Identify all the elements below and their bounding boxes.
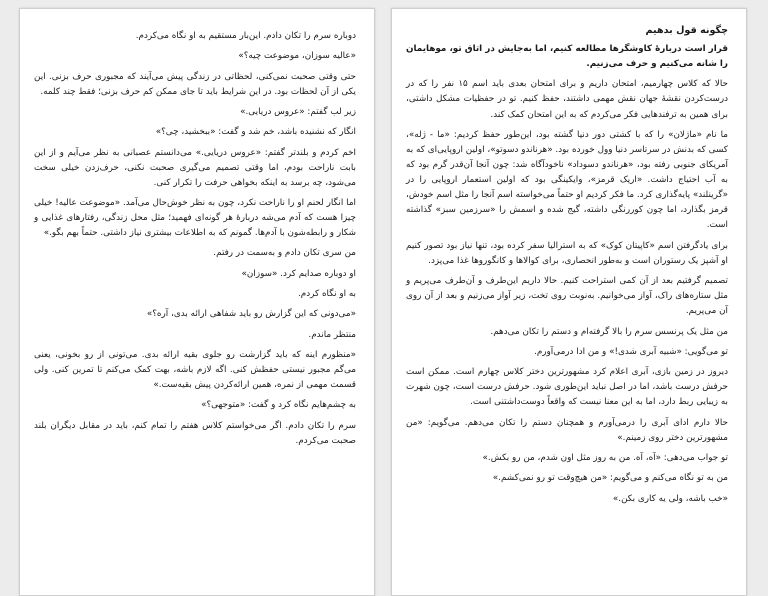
- paragraph: تو می‌گویی: «شبیه آبری شدی!» و من ادا درمی‌آورم.: [534, 346, 728, 357]
- paragraph: به او نگاه کردم.: [297, 289, 356, 299]
- paragraph: برای یادگرفتن اسم «کاپیتان کوک» که به استرالیا سفر کرده بود، تنها نیاز بود تصور کنیم او آشپز یک رستوران است و به‌طور انحصاری، برای کوالاها و کانگوروها غذا می‌پزد.: [406, 240, 728, 266]
- paragraph: «خب باشه، ولی یه کاری بکن.»: [612, 493, 728, 504]
- paragraph: اخم کردم و بلندتر گفتم: «عروس دریایی.» می‌دانستم عصبانی به نظر می‌آیم و از این بابت ناراحت بودم، اما وقتی تصمیم می‌گیری صحبت نکنی، حرف‌زدن خیلی سخت می‌شود، چه برسد به اینکه بخواهی حرفت را تکرار کنی.: [34, 147, 356, 188]
- paragraph: سرم را تکان دادم. اگر می‌خواستم کلاس هفتم را تمام کنم، باید در مقابل دیگران بلند صحبت می‌کردم.: [34, 420, 356, 446]
- left-page-text: [20, 9, 374, 449]
- paragraph: حتی وقتی صحبت نمی‌کنی، لحظاتی در زندگی پیش می‌آیند که مجبوری حرف بزنی. این یکی از آن لحظات بود. در این شرایط باید تا جای ممکن کم حرف بزنی؛ فقط چند کلمه.: [34, 71, 356, 97]
- paragraph: منتظر ماندم.: [308, 329, 356, 340]
- paragraph: به چشم‌هایم نگاه کرد و گفت: «متوجهی؟»: [201, 400, 356, 411]
- paragraph: تو جواب می‌دهی: «آه، آه. من به روز مثل اون شدم، من رو بکش.»: [482, 452, 728, 463]
- paragraph: حالا که کلاس چهارمیم، امتحان داریم و برای امتحان بعدی باید اسم ۱۵ نفر را که در درست‌کردن نقشهٔ جهان نقش مهمی داشتند، حفظ کنیم. تو در حفظیات مشکل داشتی، برای همین به ترفندهایی فکر می‌کردم که به این امتحان کمک کند.: [406, 79, 728, 120]
- paragraph: اما انگار لحنم او را ناراحت نکرد، چون به نظر خوش‌حال می‌آمد. «موضوعت عالیه! خیلی چیزا هست که آدم می‌شه دربارهٔ هر گونه‌ای فهمید؛ مثل محل زندگی، رفتارهای غذایی و شکار و رابطه‌شون با آدم‌ها. گمونم که به اطلاعات بیشتری نیاز داشتی. حتماً بهم بگو.»: [34, 197, 356, 239]
- chapter-lead: قرار است درباره‌ٔ کاوشگرها مطالعه کنیم، اما به‌جایش در اتاق تو، موهایمان را شانه می‌کنیم و حرف می‌زنیم.: [406, 44, 728, 70]
- paragraph: «می‌دونی که این گزارش رو باید شفاهی ارائه بدی، آره؟»: [146, 309, 356, 320]
- paragraph: تصمیم گرفتیم بعد از آن کمی استراحت کنیم. حالا داریم این‌طرف و آن‌طرف می‌پریم و مثل ستاره‌های راک، آواز می‌خوانیم. به‌نوبت روی تخت، زیر آواز می‌زنیم و بعد از آن روی آن می‌پریم.: [406, 276, 728, 317]
- paragraph: ما نام «ماژلان» را که با کشتی دور دنیا گشته بود، این‌طور حفظ کردیم: «ما - ژله»، کسی که بدنش در سرتاسر دنیا وول خورده بود. «هرناندو دسوتو»، اولین اروپایی‌ای که به آمریکای جنوبی رفته بود، «هرناندو دسوداد» ناخودآگاه شد: چون آنجا آن‌قدر گرم بود که به آب احتیاج داشت. «اریک قرمز»، وایکینگی بود که اولین استعمار اروپایی را در «گرینلند» پایه‌گذاری کرد. ما فکر کردیم او حتماً می‌خواسته اسم آنجا را مثل اسم خودش، قرمز بگذارد، اما چون کوررنگی داشته، گیج شده و اسمش را «سرزمین سبز» گذاشته است.: [406, 129, 728, 231]
- paragraph: دوباره سرم را تکان دادم. این‌بار مستقیم به او نگاه می‌کردم.: [135, 31, 356, 41]
- paragraph: «عالیه سوزان، موضوعت چیه؟»: [238, 51, 356, 62]
- chapter-title: چگونه قول بدهیم: [645, 25, 728, 36]
- right-page: [391, 8, 747, 596]
- right-page-text: [392, 9, 746, 507]
- paragraph: حالا دارم ادای آبری را درمی‌آورم و همچنان دستم را تکان می‌دهم. می‌گویم: «من مشهورترین دختر روی زمینم.»: [406, 417, 728, 443]
- paragraph: زیر لب گفتم: «عروس دریایی.»: [240, 106, 356, 117]
- paragraph: انگار که نشنیده باشد، خم شد و گفت: «ببخشید، چی؟»: [155, 127, 356, 138]
- paragraph: او دوباره صدایم کرد. «سوزان»: [241, 268, 356, 279]
- paragraph: من سری تکان دادم و به‌سمت در رفتم.: [213, 248, 356, 259]
- paragraph: دیروز در زمین بازی، آبری اعلام کرد مشهورترین دختر کلاس چهارم است. ممکن است حرفش درست باشد، اما در اصل نباید این‌طوری شود. حرفش درست است، چون شهرت به زیبایی ربط دارد، اما به این معنا نیست که واقعاً دوست‌داشتنی است.: [406, 367, 728, 408]
- left-page: [19, 8, 375, 596]
- paragraph: من به تو نگاه می‌کنم و می‌گویم: «من هیچ‌وقت تو رو نمی‌کشم.»: [492, 473, 728, 484]
- paragraph: من مثل یک پرنسس سرم را بالا گرفته‌ام و دستم را تکان می‌دهم.: [490, 326, 728, 337]
- paragraph: «منظورم اینه که باید گزارشت رو جلوی بقیه ارائه بدی. می‌تونی از رو بخونی، یعنی می‌گم مجبور نیستی حفظش کنی. اگه لازم باشه، بهت کمک می‌کنم تا تمرین کنی. ولی قسمت مهمی از نمره، همین ارائه‌کردن پیش بقیه‌ست.»: [34, 349, 356, 391]
